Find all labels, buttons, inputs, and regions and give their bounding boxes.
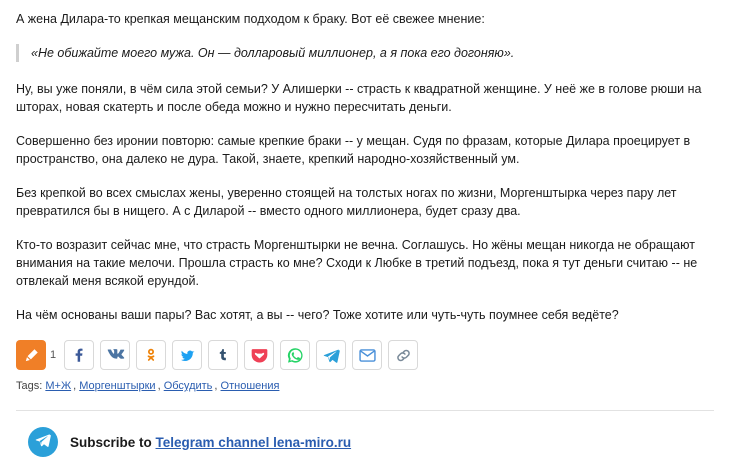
telegram-icon [34, 431, 52, 454]
article-paragraph: Ну, вы уже поняли, в чём сила этой семьи? У Алишерки -- страсть к квадратной женщине. У неё же в голове рюши на шторах, новая скатерть и после обеда можно и нужно пересчитать деньги. [16, 82, 702, 114]
section-divider [16, 410, 714, 411]
pocket-icon [250, 346, 269, 365]
tags-row [16, 380, 714, 392]
envelope-icon [358, 346, 377, 365]
whatsapp-share-button[interactable] [280, 340, 310, 370]
pocket-share-button[interactable] [244, 340, 274, 370]
odnoklassniki-share-button[interactable] [136, 340, 166, 370]
twitter-icon [178, 346, 197, 365]
subscribe-text [70, 435, 351, 450]
tag-link[interactable]: Моргенштырки [79, 380, 156, 392]
telegram-channel-link[interactable]: Telegram channel lena-miro.ru [155, 434, 352, 450]
tag-separator: , [214, 380, 218, 392]
email-share-button[interactable] [352, 340, 382, 370]
livejournal-share-count: 1 [50, 349, 57, 361]
livejournal-share-group[interactable] [16, 340, 58, 370]
livejournal-share-button[interactable] [16, 340, 46, 370]
vk-share-button[interactable] [100, 340, 130, 370]
article-paragraph: Кто-то возразит сейчас мне, что страсть Моргенштырки не вечна. Соглашусь. Но жёны мещан никогда не обращают внимания на такие мелочи. Прошла страсть ко мне? Сходи к Любке в третий подъезд, пока я тут деньги считаю -- не отвлекай меня всякой ерундой. [16, 238, 698, 288]
copy-link-button[interactable] [388, 340, 418, 370]
telegram-share-button[interactable] [316, 340, 346, 370]
tag-link[interactable]: М+Ж [45, 380, 72, 392]
telegram-icon [322, 346, 341, 365]
share-buttons-row [16, 340, 714, 370]
article-quote: «Не обижайте моего мужа. Он — долларовый миллионер, а я пока его догоняю». [16, 44, 714, 62]
tumblr-icon [216, 346, 230, 364]
facebook-share-button[interactable] [64, 340, 94, 370]
whatsapp-icon [286, 346, 305, 365]
article-paragraph: Без крепкой во всех смыслах жены, уверенно стоящей на толстых ногах по жизни, Моргенштырка через пару лет превратился бы в нищего. А с Диларой -- вместо одного миллионера, будет сразу два. [16, 186, 677, 218]
odnoklassniki-icon [143, 346, 159, 364]
tag-separator: , [73, 380, 77, 392]
tag-separator: , [157, 380, 161, 392]
article-paragraph: На чём основаны ваши пары? Вас хотят, а вы -- чего? Тоже хотите или чуть-чуть поумнее себя ведёте? [16, 308, 619, 322]
twitter-share-button[interactable] [172, 340, 202, 370]
subscribe-banner [16, 427, 714, 457]
telegram-badge [28, 427, 58, 457]
tag-link[interactable]: Отношения [220, 380, 280, 392]
link-icon [394, 346, 413, 365]
tumblr-share-button[interactable] [208, 340, 238, 370]
subscribe-prefix: Subscribe to [70, 434, 152, 450]
article-paragraph: Совершенно без иронии повторю: самые крепкие браки -- у мещан. Судя по фразам, которые Дилара проецирует в пространство, она далеко не дура. Такой, знаете, крепкий народно-хозяйственный ум. [16, 134, 691, 166]
facebook-icon [70, 346, 88, 364]
article-paragraph: А жена Дилара-то крепкая мещанским подходом к браку. Вот её свежее мнение: [16, 12, 485, 26]
vk-icon [105, 345, 125, 365]
tag-link[interactable]: Обсудить [163, 380, 213, 392]
tags-label: Tags: [16, 380, 43, 392]
livejournal-icon [23, 347, 40, 364]
